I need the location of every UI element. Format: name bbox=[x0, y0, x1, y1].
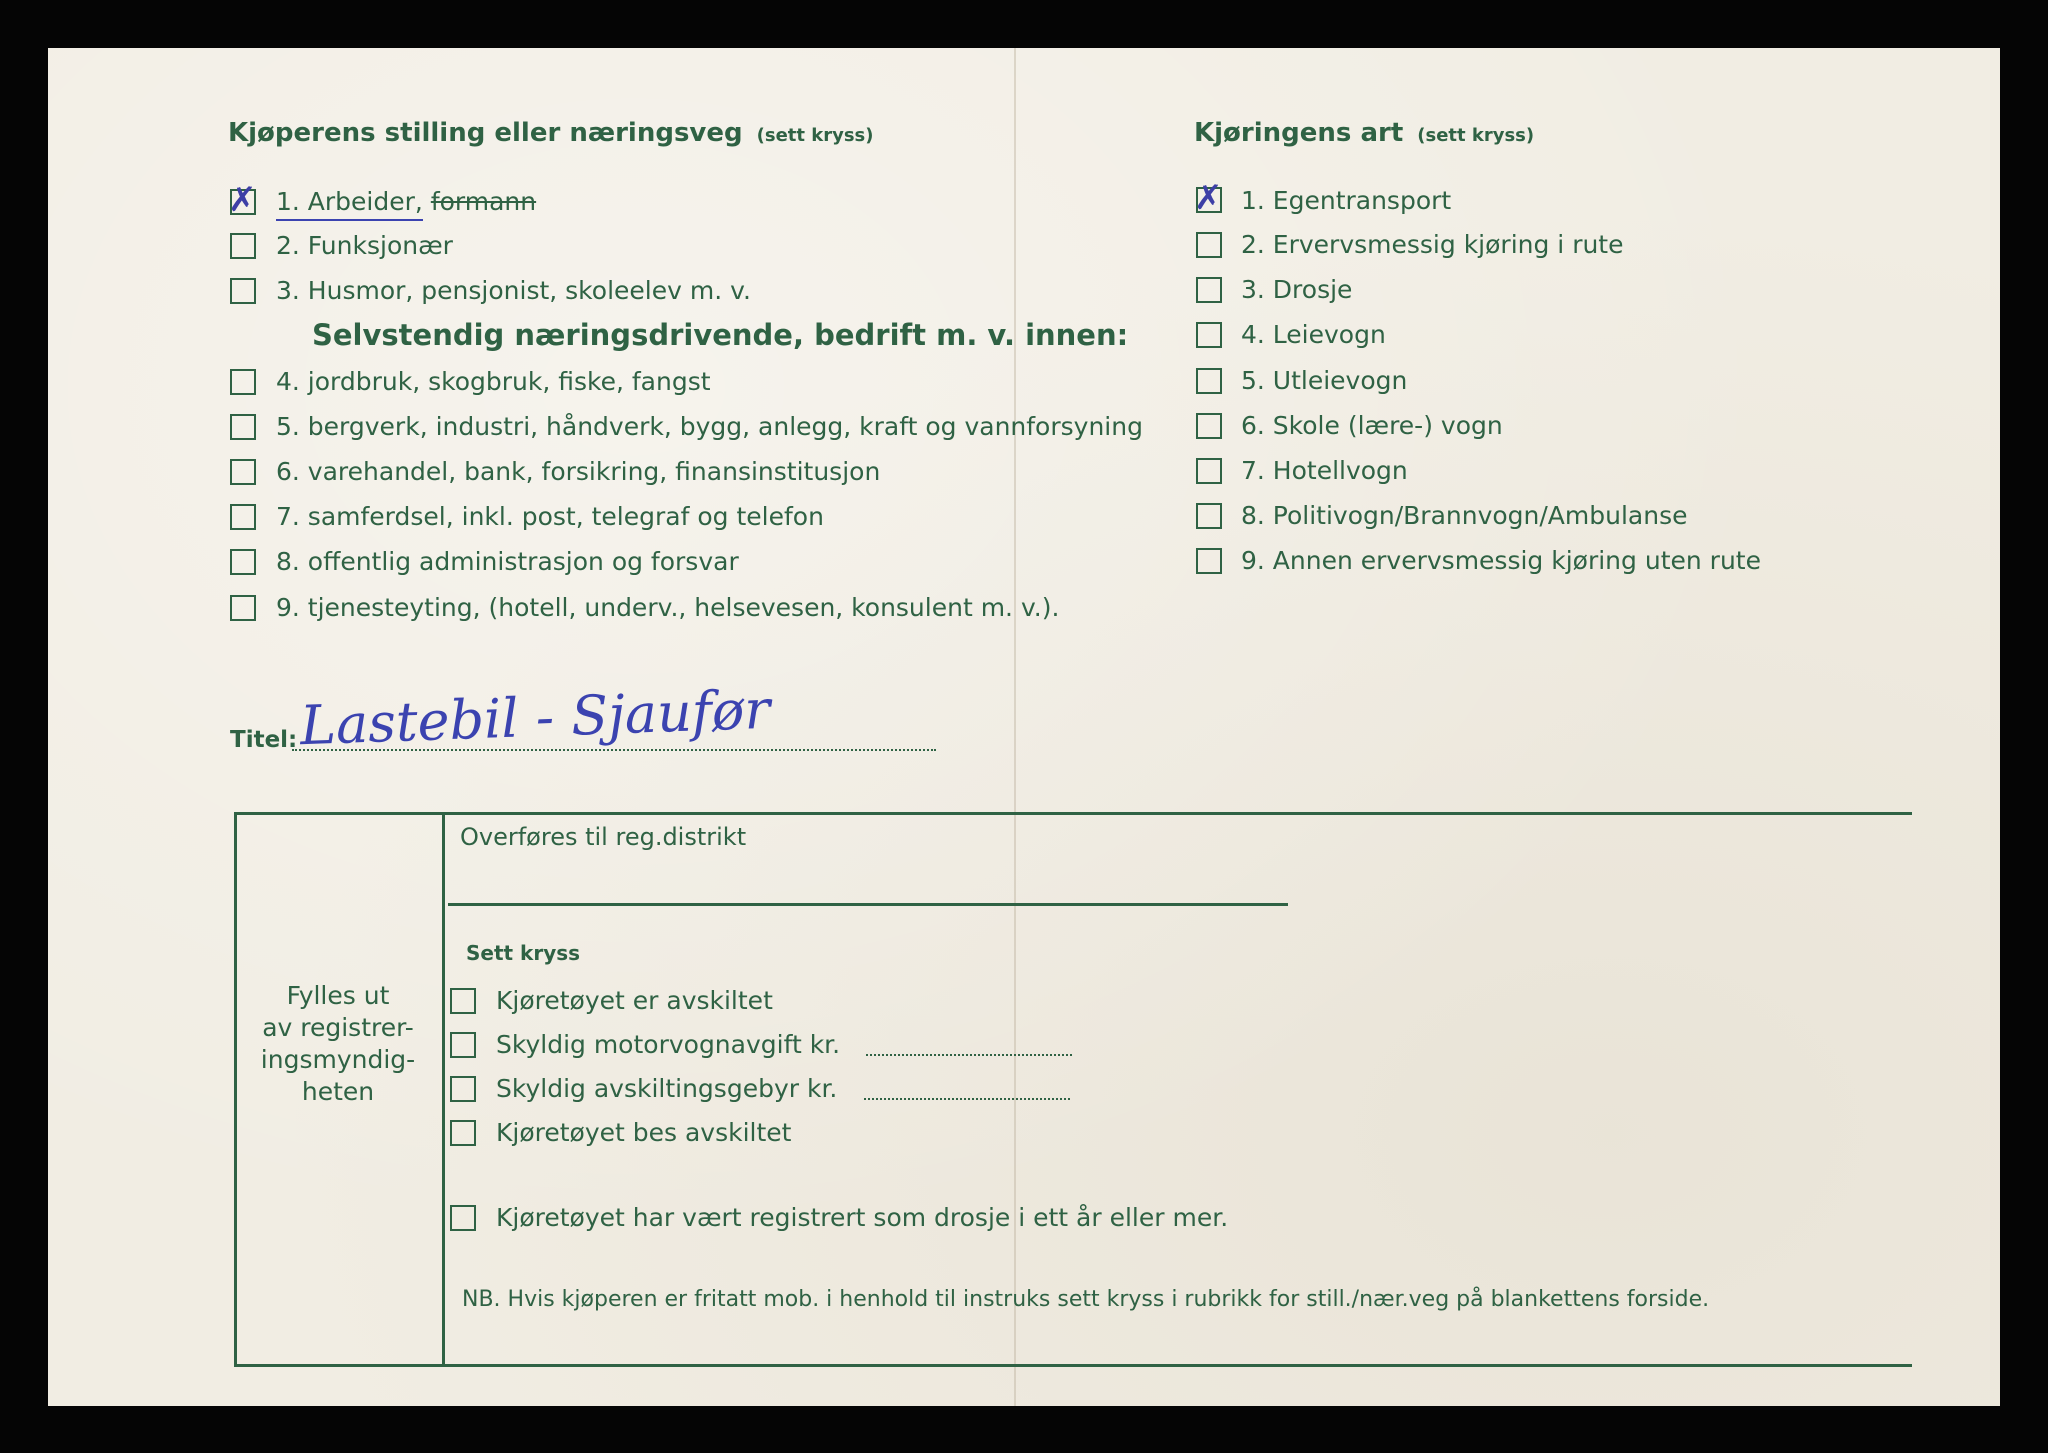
checkbox-driving-5[interactable] bbox=[1196, 368, 1222, 394]
occupation-label-1: 1. Arbeider, bbox=[276, 187, 423, 221]
checkbox-driving-4[interactable] bbox=[1196, 322, 1222, 348]
registry-note: NB. Hvis kjøperen er fritatt mob. i henhold til instruks sett kryss i rubrikk for still./nær.veg på blankettens forside. bbox=[462, 1287, 1710, 1312]
registry-top-border bbox=[234, 812, 1912, 815]
checkbox-occupation-8[interactable] bbox=[230, 549, 256, 575]
checkbox-occupation-7[interactable] bbox=[230, 504, 256, 530]
driving-item-8: 8. Politivogn/Brannvogn/Ambulanse bbox=[1241, 501, 1688, 530]
check-mark-icon: ✗ bbox=[1194, 178, 1223, 218]
checkbox-registry-5[interactable] bbox=[450, 1205, 476, 1231]
registry-left-border bbox=[234, 812, 237, 1367]
checkbox-driving-3[interactable] bbox=[1196, 277, 1222, 303]
heading-text: Kjøperens stilling eller næringsveg bbox=[228, 118, 743, 148]
title-handwritten-value[interactable]: Lastebil - Sjaufør bbox=[299, 677, 772, 758]
occupation-item-3: 3. Husmor, pensjonist, skoleelev m. v. bbox=[276, 276, 751, 305]
occupation-item-9: 9. tjenesteyting, (hotell, underv., helsevesen, konsulent m. v.). bbox=[276, 593, 1060, 622]
occupation-item-1 bbox=[276, 187, 536, 216]
registry-side-label: Fylles ut av registrer- ingsmyndig- heten bbox=[260, 981, 416, 1106]
plate-fee-amount-field[interactable] bbox=[864, 1098, 1070, 1100]
registry-bottom-border bbox=[234, 1364, 1912, 1367]
sett-kryss-label: Sett kryss bbox=[466, 941, 581, 965]
driving-item-7: 7. Hotellvogn bbox=[1241, 456, 1408, 485]
occupation-item-8: 8. offentlig administrasjon og forsvar bbox=[276, 547, 739, 576]
registry-option-5: Kjøretøyet har vært registrert som drosje i ett år eller mer. bbox=[496, 1203, 1229, 1232]
heading-note: (sett kryss) bbox=[756, 125, 874, 146]
registry-option-3: Skyldig avskiltingsgebyr kr. bbox=[496, 1074, 838, 1103]
occupation-item-4: 4. jordbruk, skogbruk, fiske, fangst bbox=[276, 367, 711, 396]
checkbox-occupation-3[interactable] bbox=[230, 278, 256, 304]
transfer-underline[interactable] bbox=[448, 903, 1288, 906]
driving-item-6: 6. Skole (lære-) vogn bbox=[1241, 411, 1503, 440]
transfer-label: Overføres til reg.distrikt bbox=[460, 823, 747, 851]
driving-type-heading bbox=[1194, 118, 1534, 148]
checkbox-registry-4[interactable] bbox=[450, 1120, 476, 1146]
checkbox-driving-9[interactable] bbox=[1196, 548, 1222, 574]
checkbox-driving-8[interactable] bbox=[1196, 503, 1222, 529]
checkbox-registry-2[interactable] bbox=[450, 1032, 476, 1058]
checkbox-driving-7[interactable] bbox=[1196, 458, 1222, 484]
occupation-item-7: 7. samferdsel, inkl. post, telegraf og telefon bbox=[276, 502, 824, 531]
self-employed-subheading: Selvstendig næringsdrivende, bedrift m. v. innen: bbox=[312, 318, 1129, 352]
motor-tax-amount-field[interactable] bbox=[866, 1054, 1072, 1056]
heading-note: (sett kryss) bbox=[1417, 125, 1535, 146]
heading-text: Kjøringens art bbox=[1194, 118, 1404, 148]
checkbox-driving-2[interactable] bbox=[1196, 232, 1222, 258]
driving-item-5: 5. Utleievogn bbox=[1241, 366, 1408, 395]
checkbox-occupation-9[interactable] bbox=[230, 595, 256, 621]
driving-item-4: 4. Leievogn bbox=[1241, 320, 1386, 349]
checkbox-occupation-4[interactable] bbox=[230, 369, 256, 395]
checkbox-occupation-2[interactable] bbox=[230, 233, 256, 259]
driving-item-2: 2. Ervervsmessig kjøring i rute bbox=[1241, 230, 1624, 259]
driving-item-9: 9. Annen ervervsmessig kjøring uten rute bbox=[1241, 546, 1761, 575]
checkbox-registry-3[interactable] bbox=[450, 1076, 476, 1102]
checkbox-occupation-5[interactable] bbox=[230, 414, 256, 440]
buyer-occupation-heading bbox=[228, 118, 874, 148]
occupation-item-6: 6. varehandel, bank, forsikring, finansinstitusjon bbox=[276, 457, 881, 486]
driving-item-1: 1. Egentransport bbox=[1241, 186, 1452, 215]
checkbox-registry-1[interactable] bbox=[450, 988, 476, 1014]
checkbox-driving-6[interactable] bbox=[1196, 413, 1222, 439]
registry-option-4: Kjøretøyet bes avskiltet bbox=[496, 1118, 792, 1147]
check-mark-icon: ✗ bbox=[228, 180, 257, 220]
registry-option-2: Skyldig motorvognavgift kr. bbox=[496, 1030, 841, 1059]
driving-item-3: 3. Drosje bbox=[1241, 275, 1353, 304]
occupation-item-2: 2. Funksjonær bbox=[276, 231, 453, 260]
occupation-item-5: 5. bergverk, industri, håndverk, bygg, anlegg, kraft og vannforsyning bbox=[276, 412, 1143, 441]
checkbox-occupation-6[interactable] bbox=[230, 459, 256, 485]
title-label: Titel: bbox=[230, 727, 298, 753]
occupation-extra-struck: formann bbox=[430, 187, 537, 216]
registry-option-1: Kjøretøyet er avskiltet bbox=[496, 986, 773, 1015]
registry-divider bbox=[442, 812, 445, 1367]
